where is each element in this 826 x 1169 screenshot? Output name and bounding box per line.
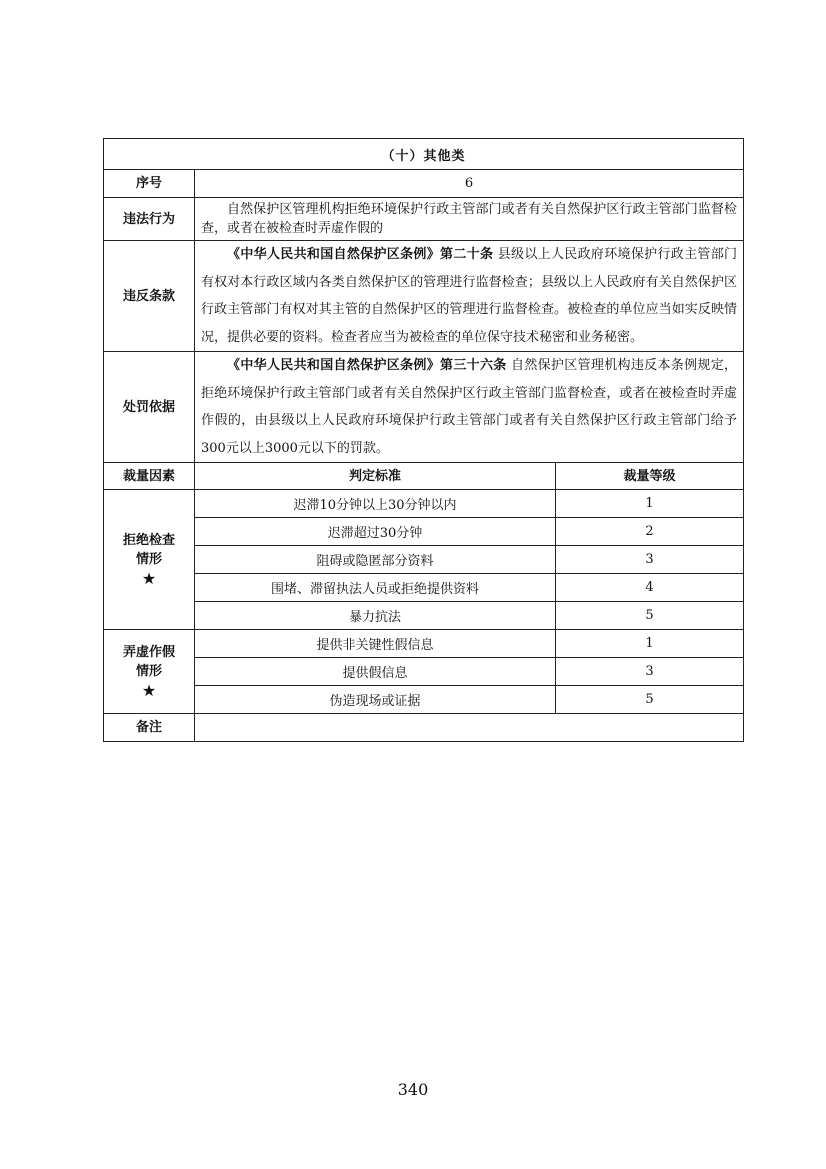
standard-cell: 提供假信息: [195, 658, 556, 686]
penalty-basis-content: [195, 352, 744, 463]
remark-value: [195, 714, 744, 742]
standard-cell: 迟滞超过30分钟: [195, 518, 556, 546]
group-label-line2: 情形: [135, 664, 162, 679]
standard-cell: 暴力抗法: [195, 602, 556, 630]
clause-text: 县级以上人民政府环境保护行政主管部门有权对本行政区域内各类自然保护区的管理进行监督检查；县级以上人民政府有关自然保护区行政主管部门有权对其主管的自然保护区的管理进行监督检查。被检查的单位应当如实反映情况，提供必要的资料。检查者应当为被检查的单位保守技术秘密和业务秘密。: [201, 247, 738, 345]
violation-label: 违法行为: [104, 198, 195, 241]
standard-cell: 围堵、滞留执法人员或拒绝提供资料: [195, 574, 556, 602]
group-label-line2: 情形: [135, 552, 162, 567]
penalty-discretion-table: [103, 138, 744, 742]
group-label-line1: 弄虚作假: [122, 645, 175, 660]
level-cell: 3: [556, 658, 744, 686]
star-icon: ★: [141, 569, 157, 588]
serial-value: 6: [195, 170, 744, 198]
violation-text: 自然保护区管理机构拒绝环境保护行政主管部门或者有关自然保护区行政主管部门监督检查，或者在被检查时弄虚作假的: [195, 198, 744, 241]
level-cell: 2: [556, 518, 744, 546]
clause-content: [195, 241, 744, 352]
level-cell: 5: [556, 686, 744, 714]
section-title: （十）其他类: [104, 139, 744, 170]
penalty-reference: 《中华人民共和国自然保护区条例》第三十六条: [227, 358, 507, 373]
standard-cell: 伪造现场或证据: [195, 686, 556, 714]
level-header: 裁量等级: [556, 463, 744, 490]
standard-cell: 阻碍或隐匿部分资料: [195, 546, 556, 574]
standard-cell: 迟滞10分钟以上30分钟以内: [195, 490, 556, 518]
serial-label: 序号: [104, 170, 195, 198]
level-cell: 1: [556, 630, 744, 658]
factor-group-refusal: [104, 490, 195, 630]
level-cell: 1: [556, 490, 744, 518]
clause-label: 违反条款: [104, 241, 195, 352]
standard-cell: 提供非关键性假信息: [195, 630, 556, 658]
level-cell: 5: [556, 602, 744, 630]
star-icon: ★: [141, 681, 157, 700]
clause-reference: 《中华人民共和国自然保护区条例》第二十条: [227, 247, 494, 262]
penalty-basis-label: 处罚依据: [104, 352, 195, 463]
standard-header: 判定标准: [195, 463, 556, 490]
factor-group-falsification: [104, 630, 195, 714]
remark-label: 备注: [104, 714, 195, 742]
penalty-text: 自然保护区管理机构违反本条例规定，拒绝环境保护行政主管部门或者有关自然保护区行政主管部门监督检查，或者在被检查时弄虚作假的，由县级以上人民政府环境保护行政主管部门或者有关自然保护区行政主管部门给予300元以上3000元以下的罚款。: [201, 358, 738, 456]
group-label-line1: 拒绝检查: [122, 533, 175, 548]
level-cell: 3: [556, 546, 744, 574]
level-cell: 4: [556, 574, 744, 602]
factor-header: 裁量因素: [104, 463, 195, 490]
page-number: 340: [397, 1080, 429, 1099]
